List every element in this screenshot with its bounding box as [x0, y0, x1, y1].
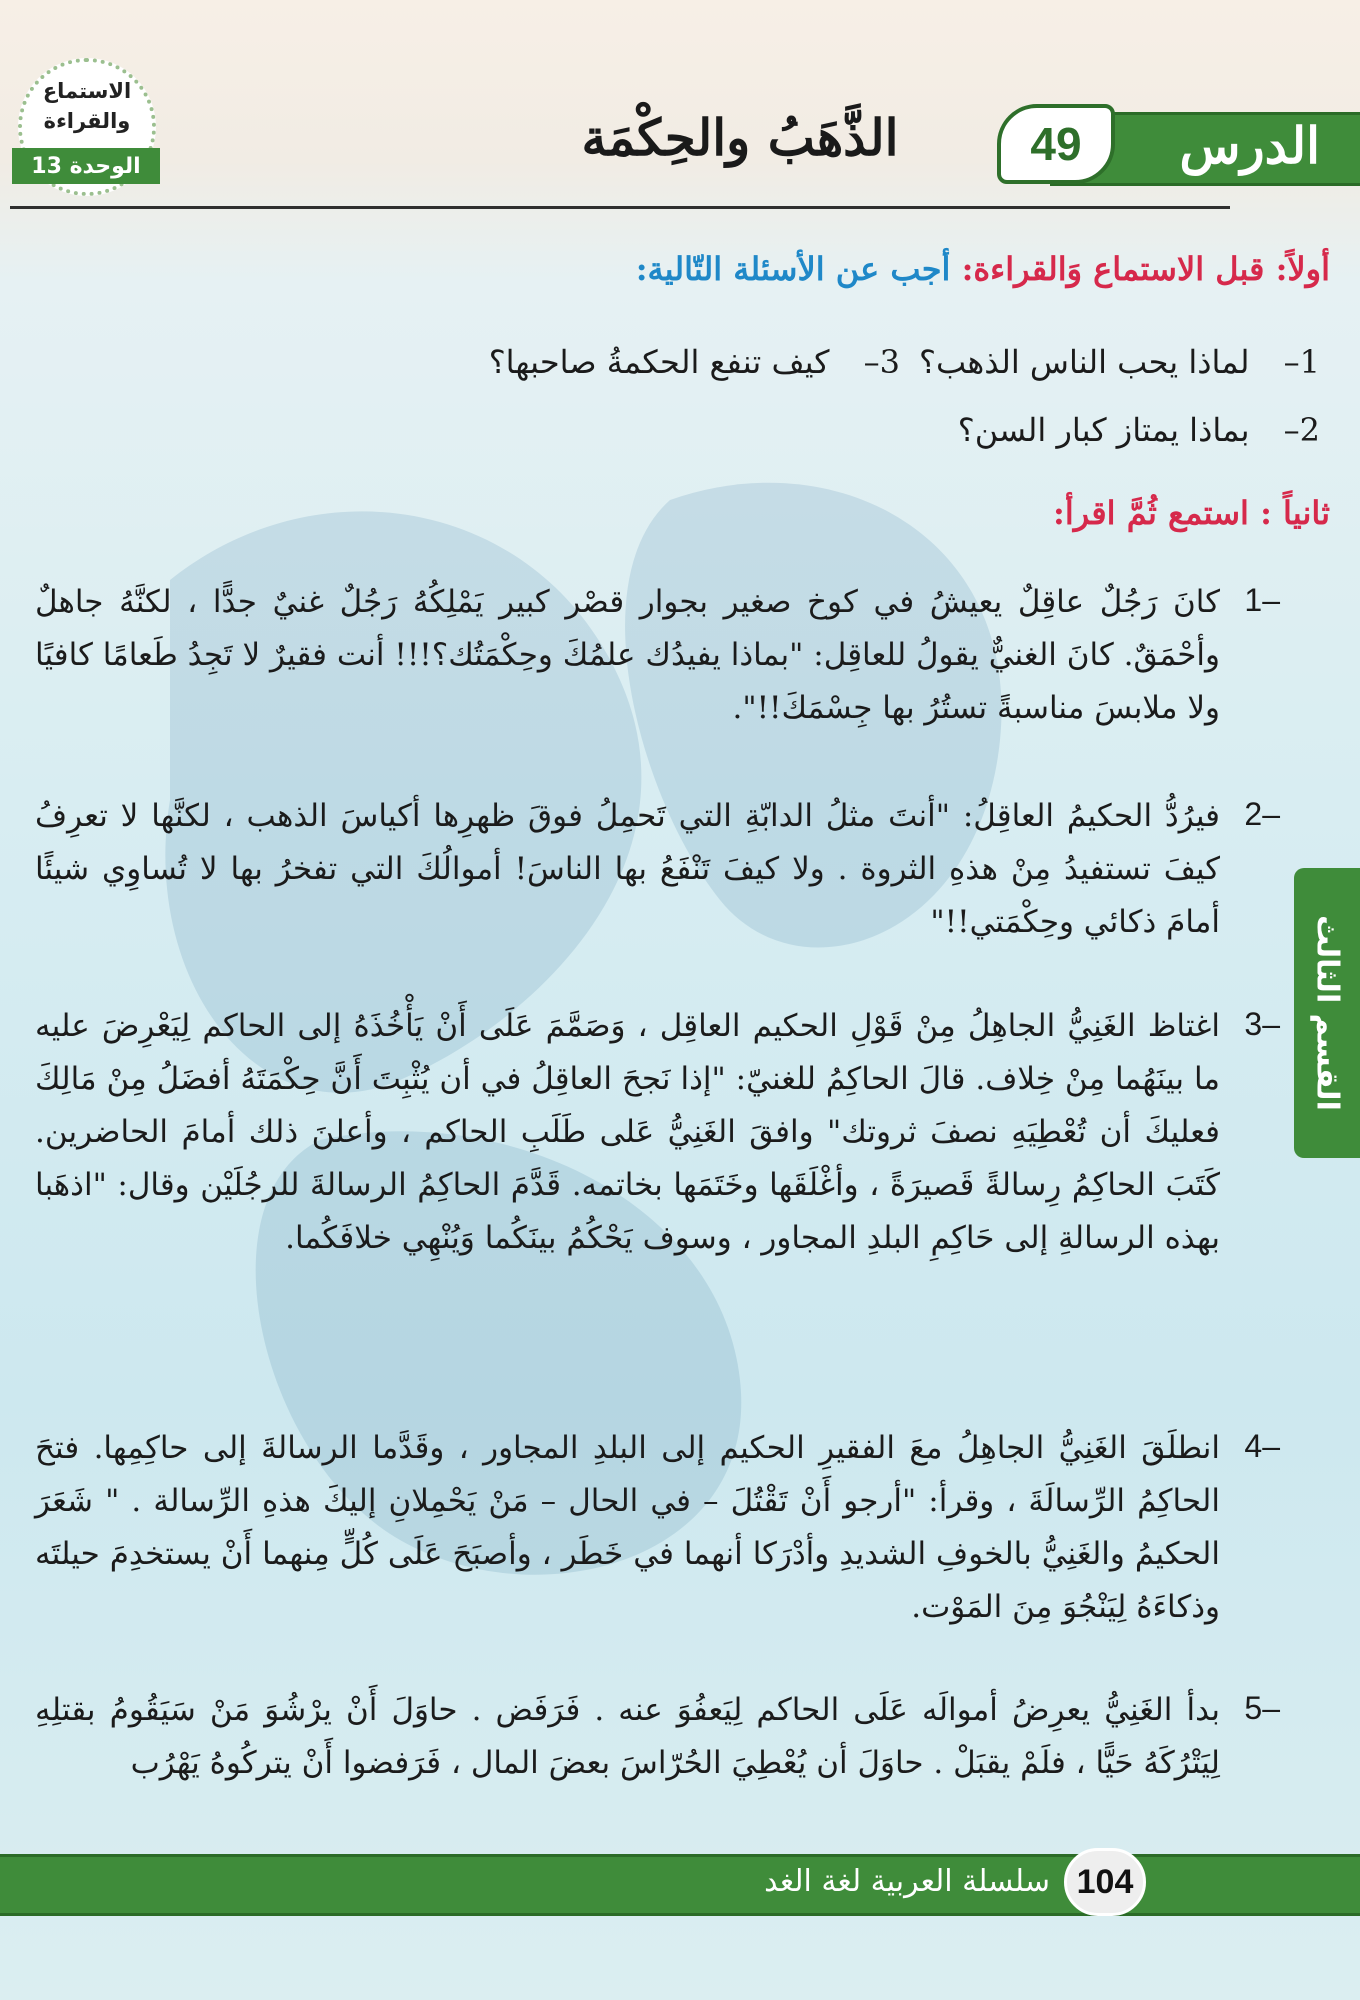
- paragraph-2-number: 2–: [1244, 796, 1280, 832]
- question-3-text: كيف تنفع الحكمةُ صاحبها؟: [488, 343, 830, 381]
- paragraph-3-number: 3–: [1244, 1006, 1280, 1042]
- section2-heading: [1053, 494, 1330, 532]
- side-tab-label: القسم الثالث: [1309, 915, 1345, 1111]
- unit-label: الوحدة 13: [12, 148, 160, 184]
- paragraph-5-number: 5–: [1244, 1690, 1280, 1726]
- lesson-number: 49: [1030, 118, 1082, 170]
- paragraph-4: انطلَقَ الغَنِيُّ الجاهِلُ معَ الفقيرِ الحكيم إلى البلدِ المجاور ، وقَدَّما الرسالةَ إلى حاكِمِها. فتحَ الحاكِمُ الرِّسالَةَ ، وقرأ: "أرجو أَنْ تَقْتُلَ – في الحال – مَنْ يَحْمِلانِ إليكَ هذهِ الرِّسالة . " شَعَرَ الحكيمُ والغَنِيُّ بالخوفِ الشديدِ وأدْرَكا أنهما في خَطَر ، وأصبَحَ عَلَى كُلٍّ مِنهما أَنْ يستخدِمَ حيلتَه وذكاءَهُ لِيَنْجُوَ مِنَ المَوْت.: [35, 1430, 1220, 1625]
- section-side-tab: [1294, 868, 1360, 1158]
- section2-heading-text: ثانياً : استمع ثُمَّ اقرأ:: [1053, 494, 1330, 532]
- question-1: [919, 340, 1320, 384]
- page-number: 104: [1064, 1848, 1146, 1916]
- question-2-number: 2–: [1283, 411, 1320, 449]
- question-3: [489, 340, 900, 384]
- question-2-text: بماذا يمتاز كبار السن؟: [957, 411, 1250, 449]
- lesson-number-badge: [997, 104, 1115, 184]
- skill-line-2: والقراءة: [43, 109, 131, 133]
- skill-badge-text: [12, 76, 162, 136]
- footer-bar: [0, 1854, 1360, 1916]
- lesson-label: الدرس: [1179, 116, 1320, 175]
- paragraph-2: فيرُدُّ الحكيمُ العاقِلُ: "أنتَ مثلُ الدابّةِ التي تَحمِلُ فوقَ ظهرِها أكياسَ الذهب ، لكنَّها لا تعرِفُ كيفَ تستفيدُ مِنْ هذهِ الثروة . ولا كيفَ تَنْفَعُ بها الناسَ! أموالُكَ التي تفخرُ بها لا تُساوِي شيئًا أمامَ ذكائي وحِكْمَتي!!": [35, 798, 1220, 940]
- question-3-number: 3–: [863, 343, 900, 381]
- question-1-number: 1–: [1283, 343, 1320, 381]
- paragraph-3: اغتاظ الغَنِيُّ الجاهِلُ مِنْ قَوْلِ الحكيم العاقِل ، وَصَمَّمَ عَلَى أَنْ يَأْخُذَهُ إلى الحاكم لِيَعْرِضَ عليه ما بينَهُما مِنْ خِلاف. قالَ الحاكِمُ للغنيّ: "إذا نَجحَ العاقِلُ في أن يُثْبِتَ أَنَّ حِكْمَتَهُ أفضَلُ مِنْ مَالِكَ فعليكَ أن تُعْطِيَهِ نصفَ ثروتك" وافقَ الغَنِيُّ عَلى طَلَبِ الحاكم ، وأعلنَ ذلك أمامَ الحاضرين. كَتَبَ الحاكِمُ رِسالةً قَصيرَةً ، وأغْلَقَها وخَتَمَها بخاتمه. قَدَّمَ الحاكِمُ الرسالةَ للرجُلَيْن وقال: "اذهَبا بهذه الرسالةِ إلى حَاكِمِ البلدِ المجاور ، وسوف يَحْكُمُ بينَكُما وَيُنْهِي خلافَكُما.: [35, 1008, 1220, 1256]
- paragraph-1: كانَ رَجُلٌ عاقِلٌ يعيشُ في كوخ صغير بجوار قصْر كبير يَمْلِكُهُ رَجُلٌ غنيٌ جدًّا ، لكنَّهُ جاهلٌ وأحْمَقٌ. كانَ الغنيٌّ يقولُ للعاقِل: "بماذا يفيدُك علمُكَ وحِكْمَتُك؟!!! أنت فقيرٌ لا تَجِدُ طَعامًا كافيًا ولا ملابسَ مناسبةً تستُرُ بها جِسْمَكَ!!".: [35, 584, 1220, 726]
- paragraph-1-number: 1–: [1244, 582, 1280, 618]
- section1-heading-blue: أجب عن الأسئلة التّالية:: [635, 250, 951, 288]
- section1-heading-red: أولاً: قبل الاستماع وَالقراءة:: [961, 250, 1330, 288]
- series-title: سلسلة العربية لغة الغد: [764, 1864, 1050, 1899]
- paragraph-4-number: 4–: [1244, 1428, 1280, 1464]
- skill-line-1: الاستماع: [42, 79, 132, 103]
- paragraph-5: بدأ الغَنِيُّ يعرِضُ أموالَه عَلَى الحاكم لِيَعفُوَ عنه . فَرَفَض . حاوَلَ أَنْ يرْشُوَ مَنْ سَيَقُومُ بقتلِهِ لِيَتْرُكَهُ حَيًّا ، فلَمْ يقبَلْ . حاوَلَ أن يُعْطِيَ الحُرّاسَ بعضَ المال ، فَرَفضوا أَنْ يتركُوهُ يَهْرُب: [35, 1692, 1220, 1781]
- question-2: [958, 408, 1320, 452]
- lesson-title: الذَّهَبُ والحِكْمَة: [581, 108, 899, 167]
- question-1-text: لماذا يحب الناس الذهب؟: [919, 343, 1250, 381]
- header-divider: [10, 206, 1230, 209]
- section1-heading: [130, 250, 1330, 288]
